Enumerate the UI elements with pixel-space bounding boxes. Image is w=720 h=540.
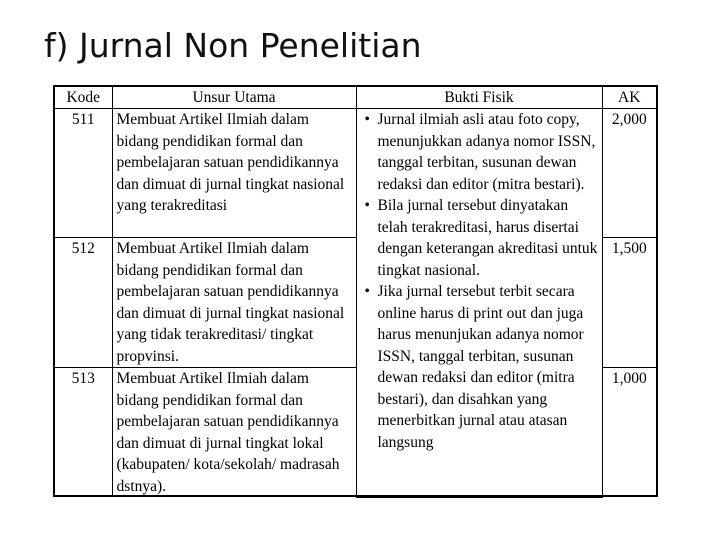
header-ak: AK — [602, 87, 656, 109]
bullet-icon: • — [364, 283, 370, 300]
cell-ak: 1,000 — [602, 368, 656, 498]
bukti-text: Jurnal ilmiah asli atau foto copy, menunjukkan adanya nomor ISSN, tanggal terbitan, susunan dewan redaksi dan editor (mitra bestari). — [377, 111, 596, 193]
slide-title: f) Jurnal Non Penelitian — [44, 26, 422, 65]
cell-bukti-fisik — [356, 109, 602, 498]
cell-unsur-utama: Membuat Artikel Ilmiah dalam bidang pendidikan formal dan pembelajaran satuan pendidikannya dan dimuat di jurnal tingkat lokal (kabupaten/ kota/sekolah/ madrasah dstnya). — [112, 368, 356, 498]
jurnal-table — [55, 87, 656, 498]
cell-kode: 512 — [55, 238, 112, 368]
list-item — [365, 109, 598, 195]
bukti-fisik-list — [365, 109, 598, 453]
list-item — [365, 195, 598, 281]
cell-ak: 2,000 — [602, 109, 656, 238]
cell-kode: 511 — [55, 109, 112, 238]
cell-kode: 513 — [55, 368, 112, 498]
list-item — [365, 281, 598, 453]
table-header-row — [55, 87, 656, 109]
cell-unsur-utama: Membuat Artikel Ilmiah dalam bidang pendidikan formal dan pembelajaran satuan pendidikannya dan dimuat di jurnal tingkat nasional yang tidak terakreditasi/ tingkat propvinsi. — [112, 238, 356, 368]
cell-ak: 1,500 — [602, 238, 656, 368]
bukti-text: Jika jurnal tersebut terbit secara online harus di print out dan juga harus menunjukan adanya nomor ISSN, tanggal terbitan, susunan dewan redaksi dan editor (mitra bestari), dan disahkan yang menerbitkan jurnal atau atasan langsung — [377, 283, 584, 451]
header-bukti-fisik: Bukti Fisik — [356, 87, 602, 109]
bullet-icon: • — [364, 111, 370, 128]
table-row — [55, 109, 656, 238]
header-unsur-utama: Unsur Utama — [112, 87, 356, 109]
header-kode: Kode — [55, 87, 112, 109]
bullet-icon: • — [364, 197, 370, 214]
jurnal-table-container — [53, 85, 658, 497]
bukti-text: Bila jurnal tersebut dinyatakan telah terakreditasi, harus disertai dengan keterangan akreditasi untuk tingkat nasional. — [377, 197, 598, 279]
cell-unsur-utama: Membuat Artikel Ilmiah dalam bidang pendidikan formal dan pembelajaran satuan pendidikannya dan dimuat di jurnal tingkat nasional yang terakreditasi — [112, 109, 356, 238]
